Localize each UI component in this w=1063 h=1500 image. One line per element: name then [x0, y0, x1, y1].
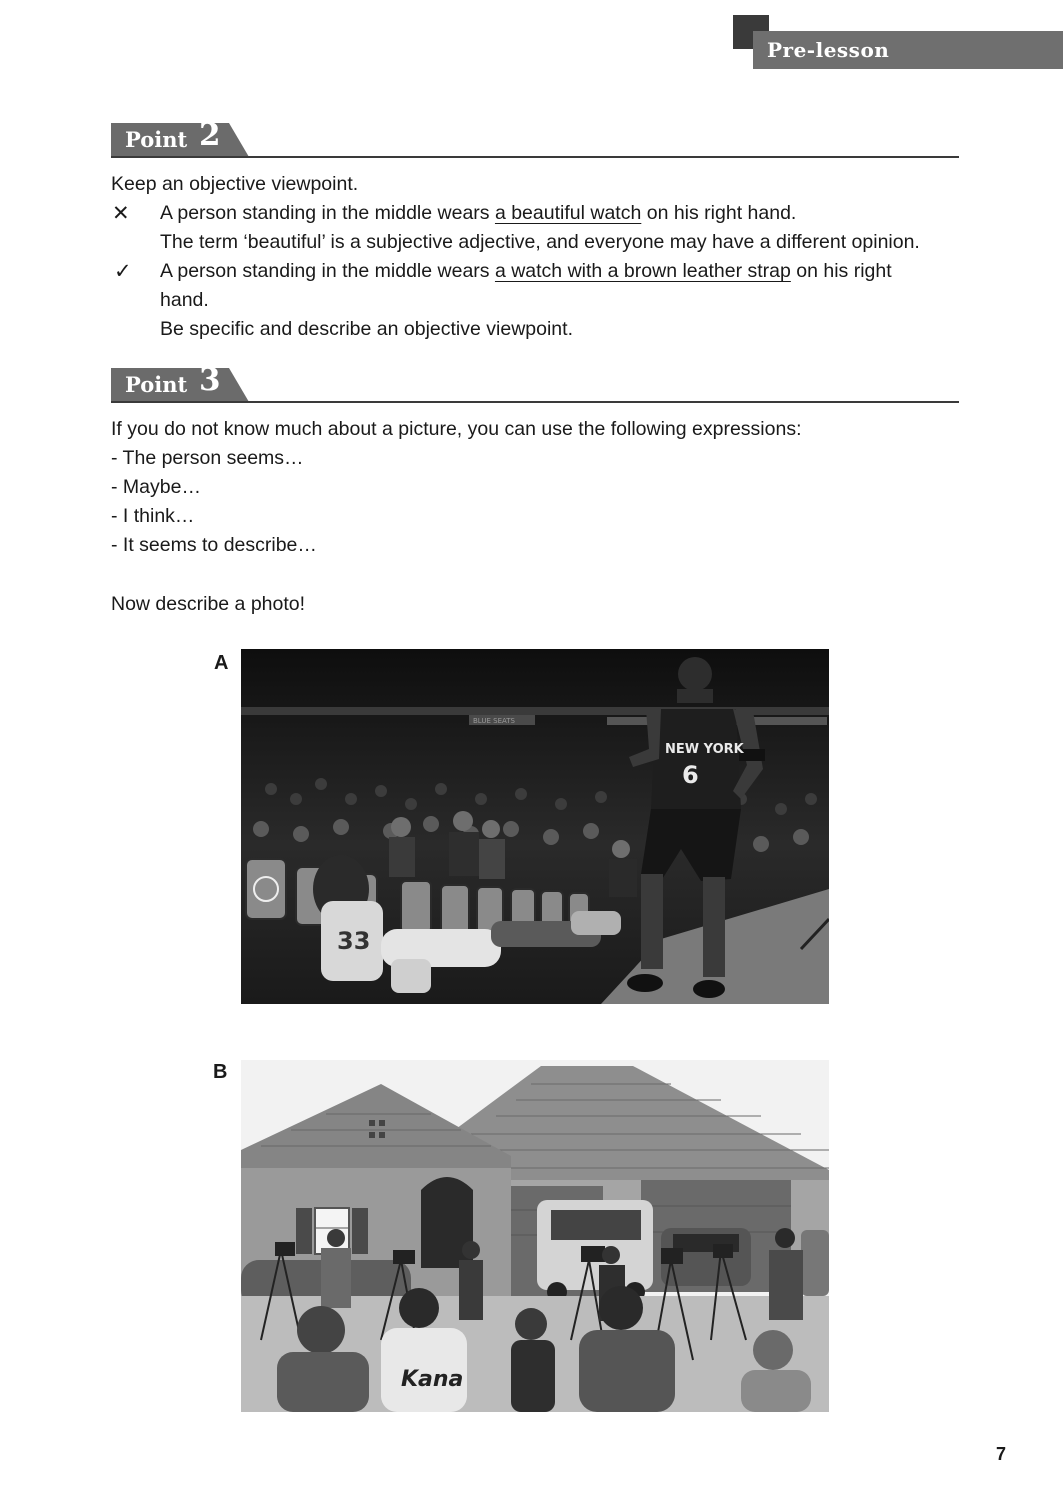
section-tab: Pre-lesson: [753, 31, 1063, 69]
point-3-intro: If you do not know much about a picture, you can use the following expressions:: [111, 418, 802, 440]
photo-a-label: A: [214, 652, 229, 674]
right-example-underlined: a watch with a brown leather strap: [494, 260, 791, 282]
photo-b-label: B: [213, 1061, 228, 1083]
point-2-intro: Keep an objective viewpoint.: [111, 173, 359, 195]
wrong-mark-icon: ✕: [112, 202, 130, 225]
expression-item: - The person seems…: [111, 447, 304, 469]
point-word: Point: [125, 372, 188, 397]
svg-text:6: 6: [682, 761, 699, 789]
wrong-example: [160, 199, 796, 228]
point-number: 3: [199, 362, 221, 398]
right-example-continued: hand.: [160, 289, 209, 311]
check-mark-icon: ✓: [114, 260, 132, 283]
right-example-text: A person standing in the middle wears: [160, 260, 495, 282]
expression-item: - Maybe…: [111, 476, 201, 498]
photo-b-house: [241, 1060, 829, 1412]
svg-text:BLUE SEATS: BLUE SEATS: [473, 717, 515, 725]
point-word: Point: [125, 127, 188, 152]
point-heading-banner: [111, 123, 959, 159]
right-explanation: Be specific and describe an objective viewpoint.: [160, 318, 573, 340]
svg-text:Kana: Kana: [401, 1367, 464, 1392]
wrong-example-text: A person standing in the middle wears: [160, 202, 495, 224]
wrong-example-underlined: a beautiful watch: [494, 202, 642, 224]
page-number: 7: [996, 1444, 1007, 1464]
svg-text:33: 33: [337, 927, 371, 955]
photo-a-basketball: [241, 649, 829, 1004]
point-number: 2: [199, 117, 221, 153]
activity-prompt: Now describe a photo!: [111, 593, 306, 615]
point-heading-banner: [111, 368, 959, 404]
svg-text:NEW YORK: NEW YORK: [665, 742, 744, 757]
wrong-explanation: The term ‘beautiful’ is a subjective adjective, and everyone may have a different opinion.: [160, 231, 920, 253]
right-example: [160, 257, 892, 286]
expression-item: - I think…: [111, 505, 195, 527]
wrong-example-text-end: on his right hand.: [641, 202, 797, 224]
expression-item: - It seems to describe…: [111, 534, 317, 556]
right-example-text-end: on his right: [790, 260, 892, 282]
point-2-heading: [111, 117, 959, 157]
point-3-heading: [111, 362, 959, 402]
